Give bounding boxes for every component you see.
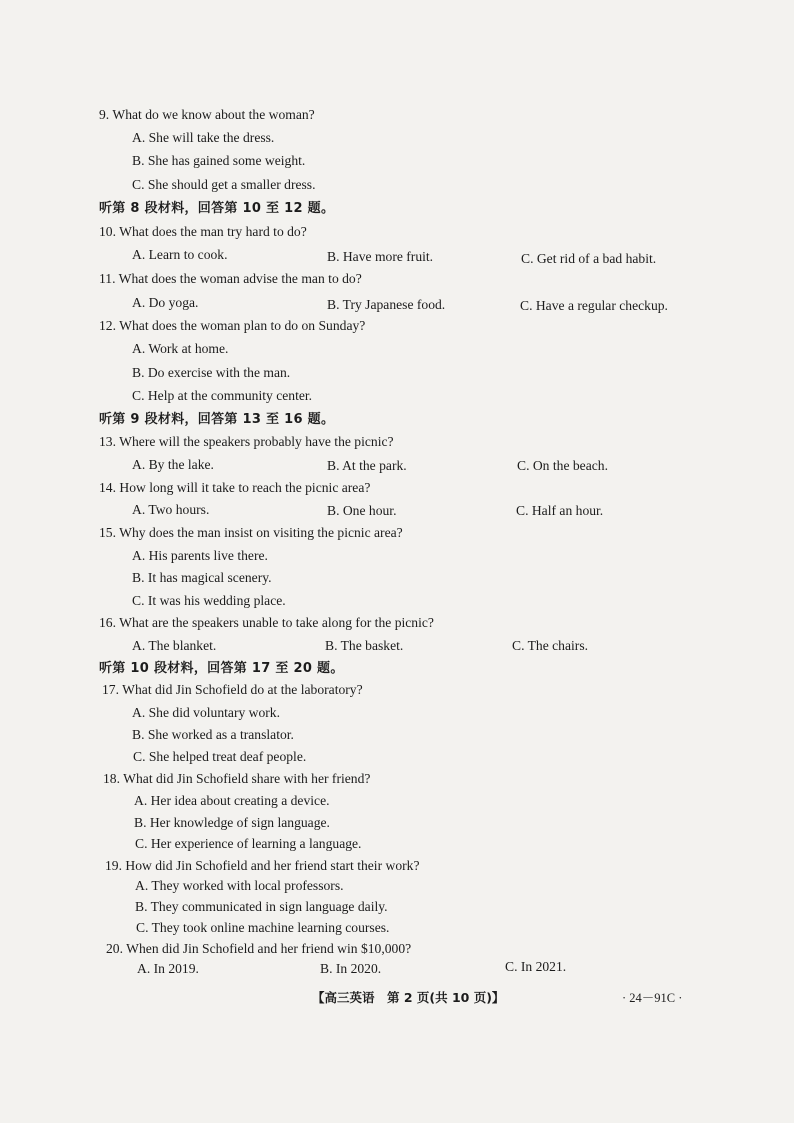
question-19 bbox=[105, 857, 419, 875]
option-20-b: B. In 2020. bbox=[320, 961, 382, 976]
question-number: 17. bbox=[102, 682, 119, 697]
question-20 bbox=[106, 940, 411, 958]
option-11-c: C. Have a regular checkup. bbox=[520, 298, 668, 313]
option-14-b: B. One hour. bbox=[327, 503, 397, 518]
option-15-c: C. It was his wedding place. bbox=[132, 593, 286, 608]
question-text: Where will the speakers probably have the picnic? bbox=[119, 434, 394, 449]
option-9-c: C. She should get a smaller dress. bbox=[132, 177, 316, 192]
option-12-b: B. Do exercise with the man. bbox=[132, 365, 291, 380]
section-header-10: 听第 10 段材料，回答第 17 至 20 题。 bbox=[99, 661, 344, 676]
option-17-c: C. She helped treat deaf people. bbox=[133, 749, 307, 764]
question-text: What did Jin Schofield share with her friend? bbox=[123, 771, 371, 786]
option-15-b: B. It has magical scenery. bbox=[132, 570, 272, 585]
question-number: 10. bbox=[99, 224, 116, 239]
question-number: 15. bbox=[99, 525, 116, 540]
question-text: What are the speakers unable to take along for the picnic? bbox=[119, 615, 434, 630]
question-number: 12. bbox=[99, 318, 116, 333]
question-text: How long will it take to reach the picnic area? bbox=[119, 480, 371, 495]
option-13-a: A. By the lake. bbox=[132, 457, 214, 472]
page-footer-label: 【高三英语 第 2 页(共 10 页)】 bbox=[312, 990, 505, 1005]
question-text: What do we know about the woman? bbox=[112, 107, 315, 122]
question-number: 16. bbox=[99, 615, 116, 630]
option-16-a: A. The blanket. bbox=[132, 638, 217, 653]
option-19-a: A. They worked with local professors. bbox=[135, 878, 344, 893]
option-12-a: A. Work at home. bbox=[132, 341, 229, 356]
question-number: 20. bbox=[106, 941, 123, 956]
option-11-a: A. Do yoga. bbox=[132, 295, 199, 310]
option-13-c: C. On the beach. bbox=[517, 458, 608, 473]
question-text: What does the man try hard to do? bbox=[119, 224, 307, 239]
option-15-a: A. His parents live there. bbox=[132, 548, 268, 563]
question-10 bbox=[99, 223, 307, 241]
option-18-a: A. Her idea about creating a device. bbox=[134, 793, 330, 808]
option-16-b: B. The basket. bbox=[325, 638, 404, 653]
question-18 bbox=[103, 770, 370, 788]
question-number: 18. bbox=[103, 771, 120, 786]
question-15 bbox=[99, 524, 403, 542]
option-14-a: A. Two hours. bbox=[132, 502, 210, 517]
section-header-9: 听第 9 段材料，回答第 13 至 16 题。 bbox=[99, 412, 335, 427]
question-text: What did Jin Schofield do at the laboratory? bbox=[122, 682, 363, 697]
question-text: When did Jin Schofield and her friend win $10,000? bbox=[126, 941, 412, 956]
question-number: 19. bbox=[105, 858, 122, 873]
question-number: 9. bbox=[99, 107, 110, 122]
question-9 bbox=[99, 106, 315, 124]
question-17 bbox=[102, 681, 363, 699]
option-17-b: B. She worked as a translator. bbox=[132, 727, 294, 742]
question-16 bbox=[99, 614, 434, 632]
question-number: 11. bbox=[99, 271, 116, 286]
option-13-b: B. At the park. bbox=[327, 458, 407, 473]
option-14-c: C. Half an hour. bbox=[516, 503, 604, 518]
question-number: 14. bbox=[99, 480, 116, 495]
option-17-a: A. She did voluntary work. bbox=[132, 705, 281, 720]
question-11 bbox=[99, 270, 362, 288]
option-10-c: C. Get rid of a bad habit. bbox=[521, 251, 657, 266]
option-10-b: B. Have more fruit. bbox=[327, 249, 434, 264]
question-13 bbox=[99, 433, 394, 451]
question-text: What does the woman advise the man to do? bbox=[118, 271, 362, 286]
question-text: Why does the man insist on visiting the picnic area? bbox=[119, 525, 403, 540]
option-18-b: B. Her knowledge of sign language. bbox=[134, 815, 330, 830]
question-text: What does the woman plan to do on Sunday? bbox=[119, 318, 366, 333]
option-9-b: B. She has gained some weight. bbox=[132, 153, 306, 168]
option-18-c: C. Her experience of learning a language. bbox=[135, 836, 362, 851]
question-text: How did Jin Schofield and her friend start their work? bbox=[125, 858, 420, 873]
option-20-a: A. In 2019. bbox=[137, 961, 199, 976]
option-16-c: C. The chairs. bbox=[512, 638, 589, 653]
option-20-c: C. In 2021. bbox=[505, 959, 567, 974]
option-19-b: B. They communicated in sign language daily. bbox=[135, 899, 388, 914]
option-19-c: C. They took online machine learning courses. bbox=[136, 920, 390, 935]
option-12-c: C. Help at the community center. bbox=[132, 388, 313, 403]
page-code: · 24－91C · bbox=[622, 991, 683, 1005]
option-10-a: A. Learn to cook. bbox=[132, 247, 228, 262]
question-14 bbox=[99, 479, 370, 497]
question-number: 13. bbox=[99, 434, 116, 449]
option-11-b: B. Try Japanese food. bbox=[327, 297, 446, 312]
question-12 bbox=[99, 317, 365, 335]
section-header-8: 听第 8 段材料，回答第 10 至 12 题。 bbox=[99, 201, 335, 216]
option-9-a: A. She will take the dress. bbox=[132, 130, 275, 145]
